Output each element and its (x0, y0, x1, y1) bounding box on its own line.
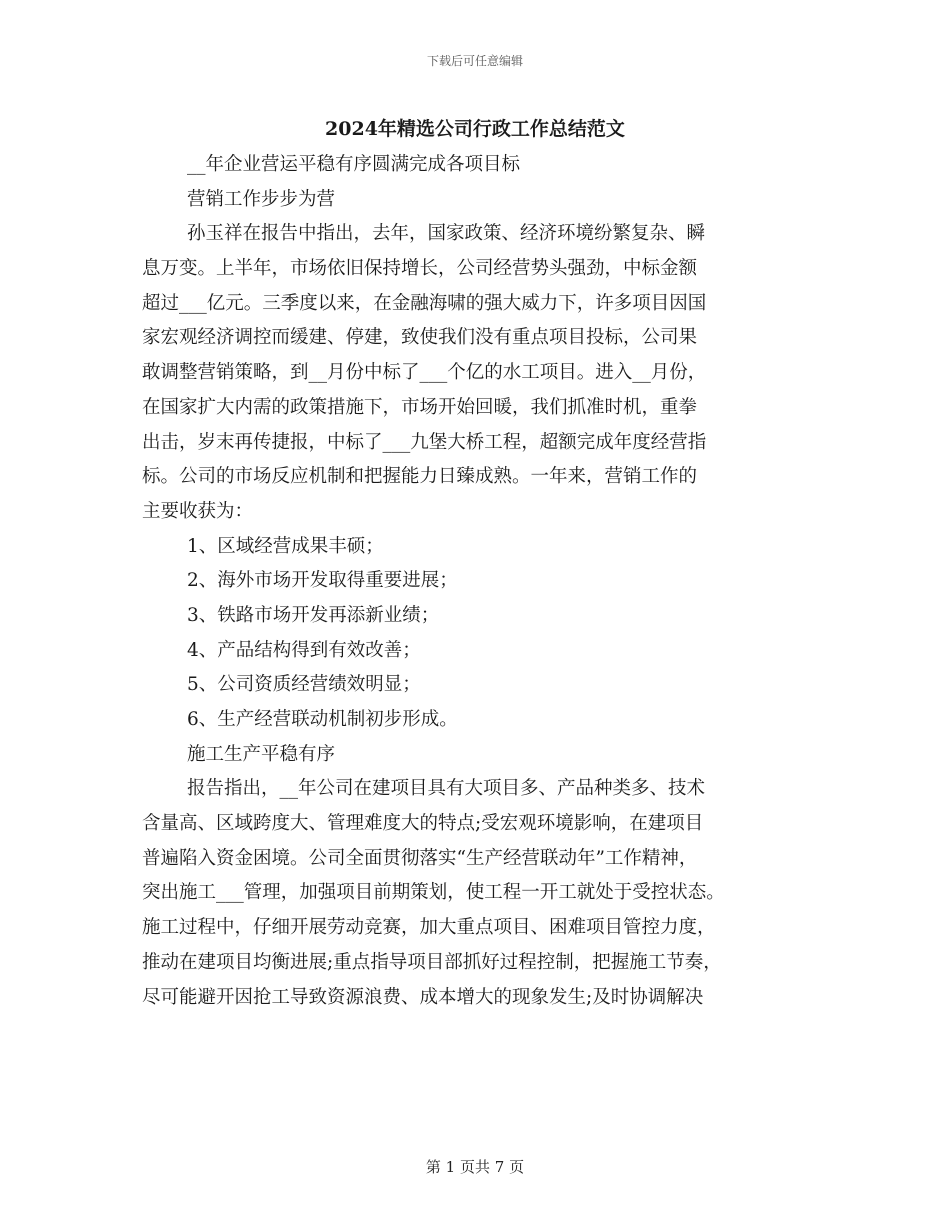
document-title: 2024年精选公司行政工作总结范文 (325, 118, 625, 140)
list-item: 5、公司资质经营绩效明显； (187, 674, 421, 696)
body-line: 超过___亿元。三季度以来，在金融海啸的强大威力下，许多项目因国 (142, 292, 707, 314)
body-line: 在国家扩大内需的政策措施下，市场开始回暖，我们抓准时机，重拳 (142, 396, 698, 418)
body-line: 含量高、区域跨度大、管理难度大的特点;受宏观环境影响，在建项目 (142, 813, 704, 835)
body-line: 主要收获为： (142, 500, 254, 522)
body-line: 施工过程中，仔细开展劳动竞赛，加大重点项目、困难项目管控力度， (142, 917, 716, 939)
list-item: 3、铁路市场开发再添新业绩； (187, 604, 440, 626)
body-line: 息万变。上半年，市场依旧保持增长，公司经营势头强劲，中标金额 (142, 258, 698, 280)
body-line: 敢调整营销策略，到__月份中标了___个亿的水工项目。进入__月份， (142, 362, 707, 384)
body-line: 尽可能避开因抢工导致资源浪费、成本增大的现象发生;及时协调解决 (142, 986, 704, 1008)
list-item: 2、海外市场开发取得重要进展； (187, 570, 458, 592)
page-header-note: 下载后可任意编辑 (426, 54, 523, 68)
page-number: 第 1 页共 7 页 (425, 1158, 525, 1176)
section-heading: 营销工作步步为营 (187, 188, 336, 210)
section-heading: 施工生产平稳有序 (187, 743, 336, 765)
body-line: 孙玉祥在报告中指出，去年，国家政策、经济环境纷繁复杂、瞬 (187, 223, 706, 245)
body-line: 出击，岁末再传捷报，中标了___九堡大桥工程，超额完成年度经营指 (142, 431, 707, 453)
body-line: 突出施工___管理，加强项目前期策划，使工程一开工就处于受控状态。 (142, 882, 725, 904)
body-line: 推动在建项目均衡进展;重点指导项目部抓好过程控制，把握施工节奏， (142, 951, 722, 973)
list-item: 6、生产经营联动机制初步形成。 (187, 709, 458, 730)
body-line: 普遍陷入资金困境。公司全面贯彻落实“生产经营联动年”工作精神， (142, 847, 698, 869)
body-line: 家宏观经济调控而缓建、停建，致使我们没有重点项目投标，公司果 (142, 327, 698, 349)
document-body (142, 148, 822, 1015)
body-line: 标。公司的市场反应机制和把握能力日臻成熟。一年来，营销工作的 (142, 466, 698, 488)
list-item: 4、产品结构得到有效改善； (187, 639, 421, 661)
body-line: __年企业营运平稳有序圆满完成各项目标 (187, 154, 521, 175)
body-line: 报告指出，__年公司在建项目具有大项目多、产品种类多、技术 (187, 778, 706, 800)
list-item: 1、区域经营成果丰硕； (187, 535, 384, 557)
